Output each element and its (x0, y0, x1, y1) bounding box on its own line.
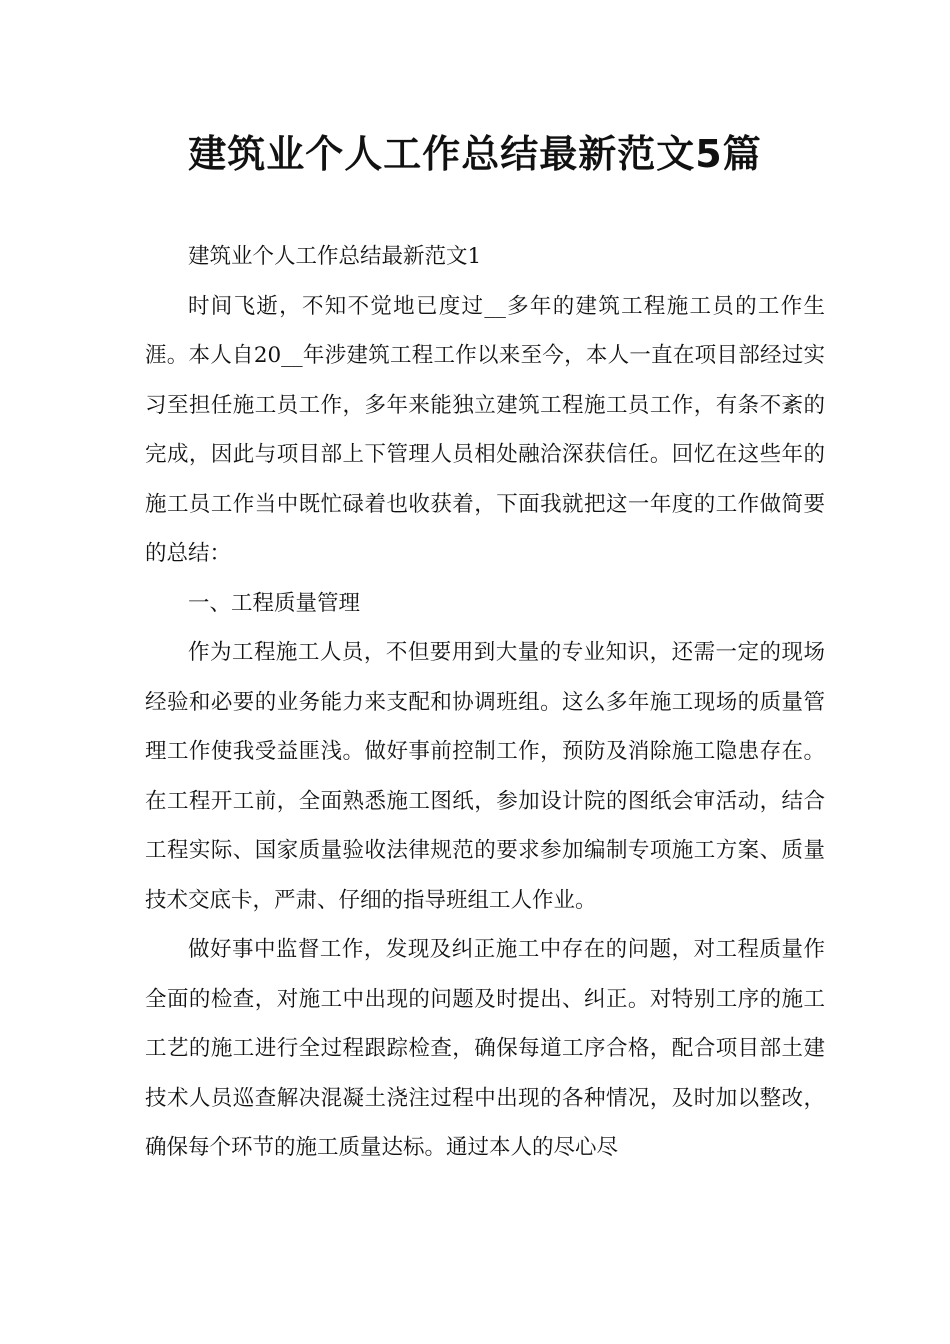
paragraph-intro: 时间飞逝，不知不觉地已度过__多年的建筑工程施工员的工作生涯。本人自20__年涉建筑工程工作以来至今，本人一直在项目部经过实习至担任施工员工作，多年来能独立建筑工程施工员工作，有条不紊的完成，因此与项目部上下管理人员相处融洽深获信任。回忆在这些年的施工员工作当中既忙碌着也收获着，下面我就把这一年度的工作做简要的总结： (145, 293, 825, 566)
section-heading-quality-management: 一、工程质量管理 (188, 590, 361, 616)
paragraph-quality-pre-control: 作为工程施工人员，不但要用到大量的专业知识，还需一定的现场经验和必要的业务能力来支配和协调班组。这么多年施工现场的质量管理工作使我受益匪浅。做好事前控制工作，预防及消除施工隐患存在。在工程开工前，全面熟悉施工图纸，参加设计院的图纸会审活动，结合工程实际、国家质量验收法律规范的要求参加编制专项施工方案、质量技术交底卡，严肃、仔细的指导班组工人作业。 (145, 640, 825, 913)
document-title: 建筑业个人工作总结最新范文5篇 (188, 132, 762, 176)
paragraph-quality-supervision: 做好事中监督工作，发现及纠正施工中存在的问题，对工程质量作全面的检查，对施工中出现的问题及时提出、纠正。对特别工序的施工工艺的施工进行全过程跟踪检查，确保每道工序合格，配合项目部土建技术人员巡查解决混凝土浇注过程中出现的各种情况，及时加以整改，确保每个环节的施工质量达标。通过本人的尽心尽 (145, 937, 825, 1160)
document-body (145, 232, 825, 1173)
section-heading-essay-1: 建筑业个人工作总结最新范文1 (188, 244, 482, 269)
